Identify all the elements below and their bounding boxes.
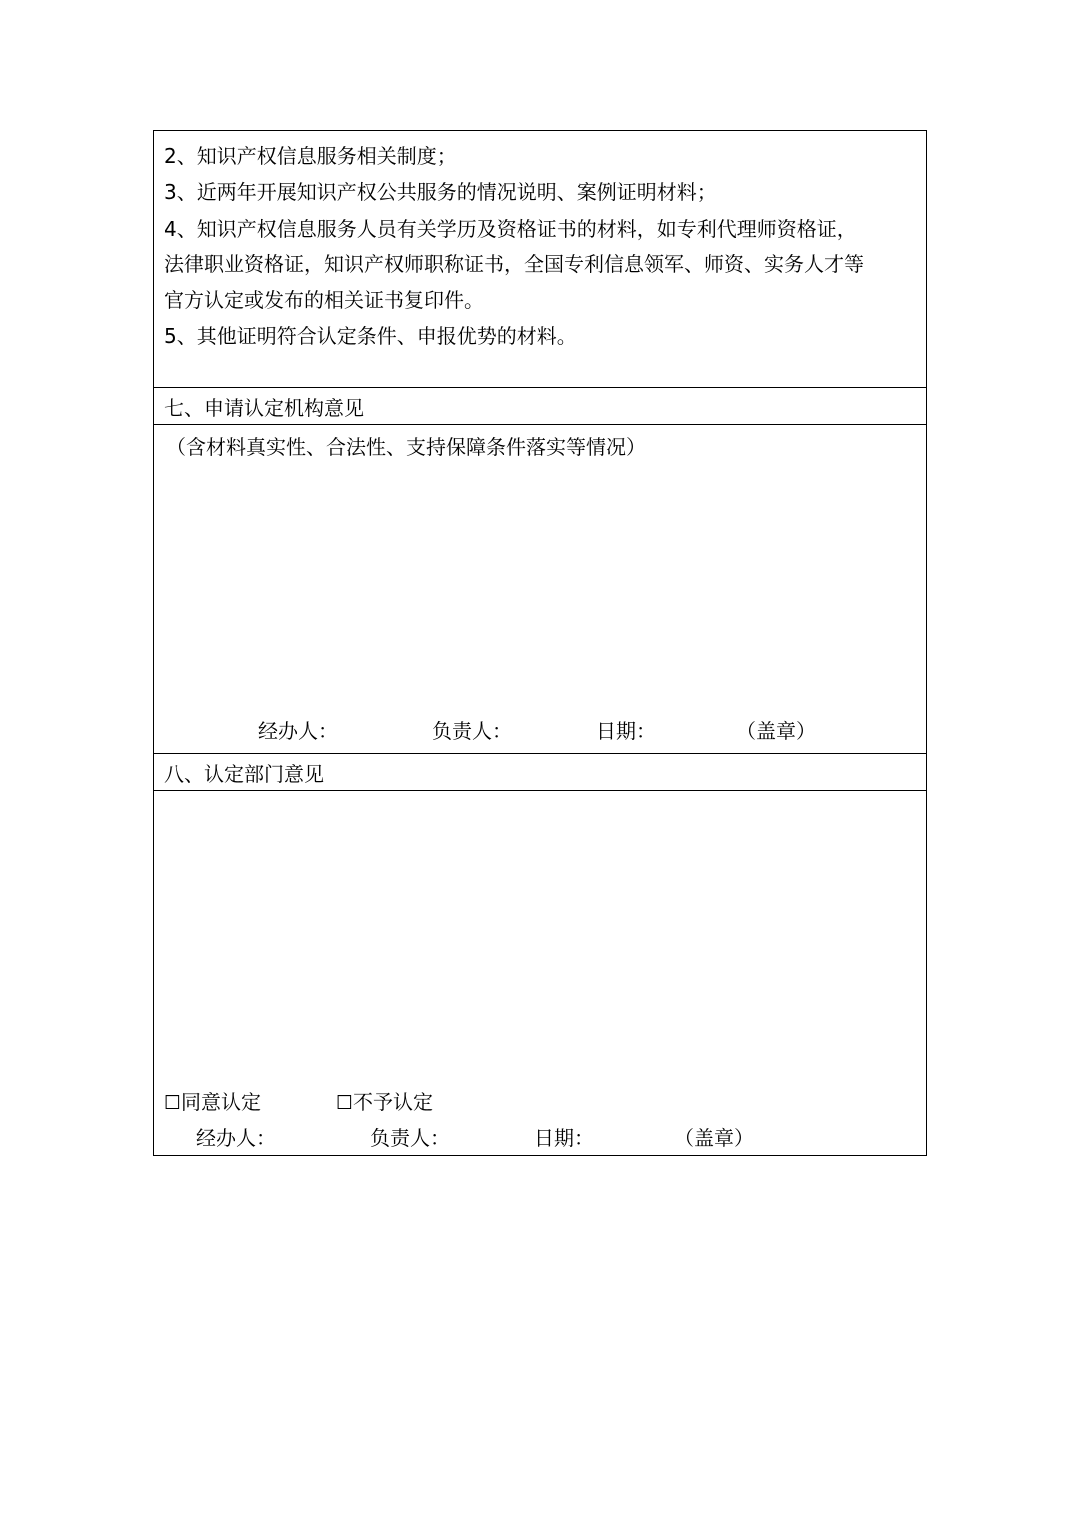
section8-heading-cell: [154, 754, 926, 791]
material-item-2: 2、知识产权信息服务相关制度；: [164, 144, 457, 168]
material-item-4-cont-2: 官方认定或发布的相关证书复印件。: [164, 288, 484, 312]
material-item-4-cont-1: 法律职业资格证，知识产权师职称证书，全国专利信息领军、师资、实务人才等: [164, 252, 864, 276]
application-form-table: [153, 130, 927, 1156]
section8-responsible-label: 负责人：: [370, 1126, 450, 1150]
section8-opinion-cell[interactable]: [154, 791, 926, 1155]
material-item-3: 3、近两年开展知识产权公共服务的情况说明、案例证明材料；: [164, 180, 717, 204]
section7-date-label: 日期：: [596, 719, 656, 743]
section8-handler-label: 经办人：: [196, 1126, 276, 1150]
disagree-checkbox-icon[interactable]: ☐: [336, 1092, 354, 1114]
materials-cell: [154, 131, 926, 388]
section8-seal-label: （盖章）: [674, 1126, 754, 1150]
section7-responsible-label: 负责人：: [432, 719, 512, 743]
material-item-4: 4、知识产权信息服务人员有关学历及资格证书的材料，如专利代理师资格证，: [164, 217, 857, 241]
agree-option[interactable]: [164, 1089, 261, 1116]
section8-title: 八、认定部门意见: [164, 762, 324, 786]
section7-opinion-cell[interactable]: [154, 425, 926, 754]
material-item-5: 5、其他证明符合认定条件、申报优势的材料。: [164, 324, 577, 348]
section8-date-label: 日期：: [534, 1126, 594, 1150]
section7-handler-label: 经办人：: [258, 719, 338, 743]
disagree-label: 不予认定: [353, 1090, 434, 1114]
agree-label: 同意认定: [181, 1090, 262, 1114]
section7-seal-label: （盖章）: [736, 719, 816, 743]
agree-checkbox-icon[interactable]: ☐: [164, 1092, 182, 1114]
disagree-option[interactable]: [336, 1089, 433, 1116]
section7-title: 七、申请认定机构意见: [164, 396, 364, 420]
section7-hint: （含材料真实性、合法性、支持保障条件落实等情况）: [166, 435, 646, 459]
section7-heading-cell: [154, 388, 926, 425]
